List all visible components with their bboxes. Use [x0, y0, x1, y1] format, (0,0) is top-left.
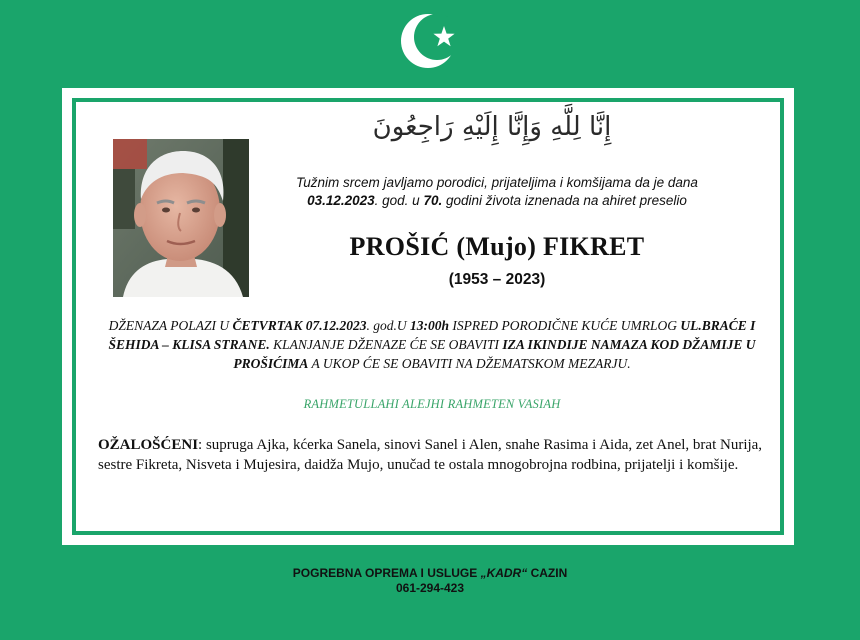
funeral-text-4: KLANJANJE DŽENAZE ĆE SE OBAVITI	[269, 337, 503, 352]
arabic-verse: إِنَّا لِلَّهِ وَإِنَّا إِلَيْهِ رَاجِعُونَ	[372, 112, 612, 142]
funeral-service-footer	[0, 566, 860, 596]
mourners-list	[98, 436, 770, 475]
mourners-text: : supruga Ajka, kćerka Sanela, sinovi Sanel i Alen, snahe Rasima i Aida, zet Anel, brat Nurija, sestre Fikreta, Nisveta i Mujesira, daidža Mujo, unučad te ostala mnogobrojna rodbina, prijatelji i komšije.	[98, 437, 763, 473]
crescent-star-icon	[397, 8, 463, 74]
funeral-text-2: . god.U	[366, 318, 410, 333]
funeral-address: UL.BRAĆE I ŠEHIDA – KLISA STRANE.	[108, 318, 756, 352]
obituary-card	[62, 88, 794, 545]
funeral-text-5: A UKOP ĆE SE OBAVITI NA DŽEMATSKOM MEZARJU.	[308, 356, 631, 371]
deceased-photo	[113, 139, 249, 297]
funeral-details	[96, 316, 768, 373]
funeral-prayer-place: IZA IKINDIJE NAMAZA KOD DŽAMIJE U PROŠIĆIMA	[233, 337, 756, 371]
intro-text	[252, 174, 742, 210]
intro-line-1: Tužnim srcem javljamo porodici, prijateljima i komšijama da je dana	[296, 175, 698, 190]
intro-end: godini života iznenada na ahiret preselio	[442, 193, 687, 208]
funeral-day-date: ČETVRTAK 07.12.2023	[232, 318, 367, 333]
footer-company: „KADR“	[480, 566, 528, 580]
footer-prefix: POGREBNA OPREMA I USLUGE	[292, 566, 481, 580]
life-years: (1953 – 2023)	[448, 271, 546, 288]
footer-phone: 061-294-423	[395, 581, 465, 595]
intro-mid: . god. u	[374, 193, 424, 208]
funeral-time: 13:00h	[409, 318, 449, 333]
prayer-line: RAHMETULLAHI ALEJHI RAHMETEN VASIAH	[303, 397, 561, 411]
deceased-name: PROŠIĆ (Mujo) FIKRET	[349, 232, 645, 261]
date-of-death: 03.12.2023	[307, 193, 375, 208]
age: 70.	[423, 193, 443, 208]
footer-suffix: CAZIN	[527, 566, 568, 580]
funeral-text-3: ISPRED PORODIČNE KUĆE UMRLOG	[448, 318, 681, 333]
mourners-label: OŽALOŠĆENI	[98, 437, 199, 453]
funeral-text-1: DŽENAZA POLAZI U	[108, 318, 233, 333]
